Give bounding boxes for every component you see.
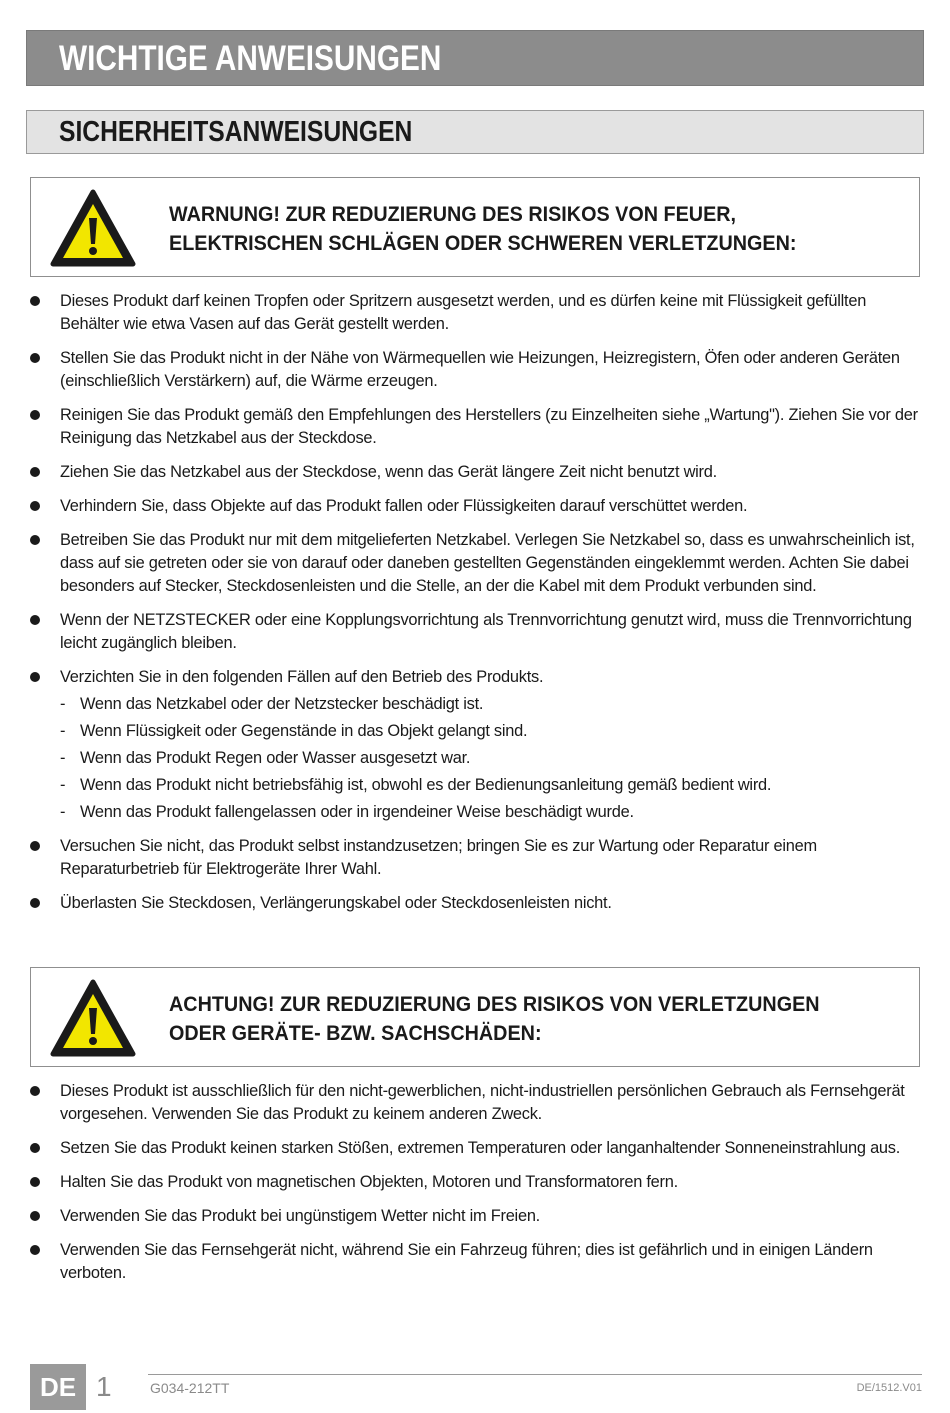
warning-box	[30, 177, 920, 277]
list-item: Überlasten Sie Steckdosen, Verlängerungskabel oder Steckdosenleisten nicht.	[30, 892, 920, 915]
page-title-bar	[26, 30, 924, 86]
bullet-icon	[30, 1143, 40, 1153]
warning-heading	[169, 200, 899, 258]
list-item: Stellen Sie das Produkt nicht in der Nähe von Wärmequellen wie Heizungen, Heizregistern, Öfen oder anderen Geräten (einschließlich Verstärkern) auf, die Wärme erzeugen.	[30, 347, 920, 393]
caution-heading	[169, 990, 899, 1048]
bullet-icon	[30, 535, 40, 545]
bullet-icon	[30, 898, 40, 908]
bullet-icon	[30, 1245, 40, 1255]
sub-list-item: - Wenn das Netzkabel oder der Netzstecker beschädigt ist.	[60, 695, 484, 713]
list-item: Dieses Produkt darf keinen Tropfen oder Spritzern ausgesetzt werden, und es dürfen keine mit Flüssigkeit gefüllten Behälter wie etwa Vasen auf das Gerät gestellt werden.	[30, 290, 920, 336]
language-badge: DE	[30, 1364, 86, 1410]
sub-list-item: - Wenn das Produkt nicht betriebsfähig ist, obwohl es der Bedienungsanleitung gemäß bedient wird.	[60, 776, 772, 794]
page-number: 1	[96, 1371, 112, 1402]
bullet-icon	[30, 1086, 40, 1096]
sub-list	[60, 693, 920, 824]
footer-divider	[148, 1374, 922, 1375]
list-item: Verzichten Sie in den folgenden Fällen auf den Betrieb des Produkts. - Wenn das Netzkabel oder der Netzstecker beschädigt ist. - Wenn Flüssigkeit oder Gegenstände in das Objekt gelangt sind. - Wenn das Produkt Regen oder Wasser ausgesetzt war. - Wenn das Produkt nicht betriebsfähig ist, obwohl es der Bedienungsanleitung gemäß bedient wird. - Wenn das Produkt fallengelassen oder in irgendeiner Weise beschädigt wurde.	[30, 666, 920, 824]
section-title-bar	[26, 110, 924, 154]
bullet-icon	[30, 615, 40, 625]
warning-triangle-icon	[49, 188, 137, 268]
list-item: Betreiben Sie das Produkt nur mit dem mitgelieferten Netzkabel. Verlegen Sie Netzkabel so, dass es unwahrscheinlich ist, dass auf sie getreten oder sie von darauf oder daneben gestellten Gegenständen eingeklemmt werden. Achten Sie dabei besonders auf Stecker, Steckdosenleisten und die Stelle, an der die Kabel mit dem Produkt verbunden sind.	[30, 529, 920, 598]
section-title: SICHERHEITSANWEISUNGEN	[59, 116, 413, 148]
bullet-icon	[30, 501, 40, 511]
warning-heading-line2: ELEKTRISCHEN SCHLÄGEN ODER SCHWEREN VERLETZUNGEN:	[169, 231, 797, 255]
bullet-icon	[30, 467, 40, 477]
list-item: Ziehen Sie das Netzkabel aus der Steckdose, wenn das Gerät längere Zeit nicht benutzt wird.	[30, 461, 920, 484]
bullet-icon	[30, 672, 40, 682]
bullet-icon	[30, 1177, 40, 1187]
bullet-icon	[30, 353, 40, 363]
bullet-icon	[30, 1211, 40, 1221]
bullet-icon	[30, 296, 40, 306]
caution-box	[30, 967, 920, 1067]
list-item: Setzen Sie das Produkt keinen starken Stößen, extremen Temperaturen oder langanhaltender Sonneneinstrahlung aus.	[30, 1137, 920, 1160]
list-item: Dieses Produkt ist ausschließlich für den nicht-gewerblichen, nicht-industriellen persönlichen Gebrauch als Fernsehgerät vorgesehen. Verwenden Sie das Produkt zu keinem anderen Zweck.	[30, 1080, 920, 1126]
sub-list-item: - Wenn das Produkt fallengelassen oder in irgendeiner Weise beschädigt wurde.	[60, 803, 634, 821]
list-item: Wenn der NETZSTECKER oder eine Kopplungsvorrichtung als Trennvorrichtung genutzt wird, muss die Trennvorrichtung leicht zugänglich bleiben.	[30, 609, 920, 655]
caution-list	[30, 1080, 920, 1296]
caution-heading-line2: ODER GERÄTE- BZW. SACHSCHÄDEN:	[169, 1021, 542, 1045]
document-version: DE/1512.V01	[856, 1382, 922, 1394]
warning-triangle-icon	[49, 978, 137, 1058]
page-title: WICHTIGE ANWEISUNGEN	[59, 39, 442, 78]
bullet-icon	[30, 410, 40, 420]
model-number: G034-212TT	[150, 1380, 230, 1396]
list-item: Verwenden Sie das Fernsehgerät nicht, während Sie ein Fahrzeug führen; dies ist gefährlich und in einigen Ländern verboten.	[30, 1239, 920, 1285]
list-item: Reinigen Sie das Produkt gemäß den Empfehlungen des Herstellers (zu Einzelheiten siehe „Wartung"). Ziehen Sie vor der Reinigung das Netzkabel aus der Steckdose.	[30, 404, 920, 450]
warning-list	[30, 290, 920, 926]
bullet-icon	[30, 841, 40, 851]
list-item: Verhindern Sie, dass Objekte auf das Produkt fallen oder Flüssigkeiten darauf verschüttet werden.	[30, 495, 920, 518]
list-item: Halten Sie das Produkt von magnetischen Objekten, Motoren und Transformatoren fern.	[30, 1171, 920, 1194]
sub-list-item: - Wenn das Produkt Regen oder Wasser ausgesetzt war.	[60, 749, 471, 767]
caution-heading-line1: ACHTUNG! ZUR REDUZIERUNG DES RISIKOS VON VERLETZUNGEN	[169, 992, 820, 1016]
list-item: Verwenden Sie das Produkt bei ungünstigem Wetter nicht im Freien.	[30, 1205, 920, 1228]
sub-list-item: - Wenn Flüssigkeit oder Gegenstände in das Objekt gelangt sind.	[60, 722, 528, 740]
warning-heading-line1: WARNUNG! ZUR REDUZIERUNG DES RISIKOS VON FEUER,	[169, 202, 737, 226]
list-item: Versuchen Sie nicht, das Produkt selbst instandzusetzen; bringen Sie es zur Wartung oder Reparatur einem Reparaturbetrieb für Elektrogeräte Ihrer Wahl.	[30, 835, 920, 881]
